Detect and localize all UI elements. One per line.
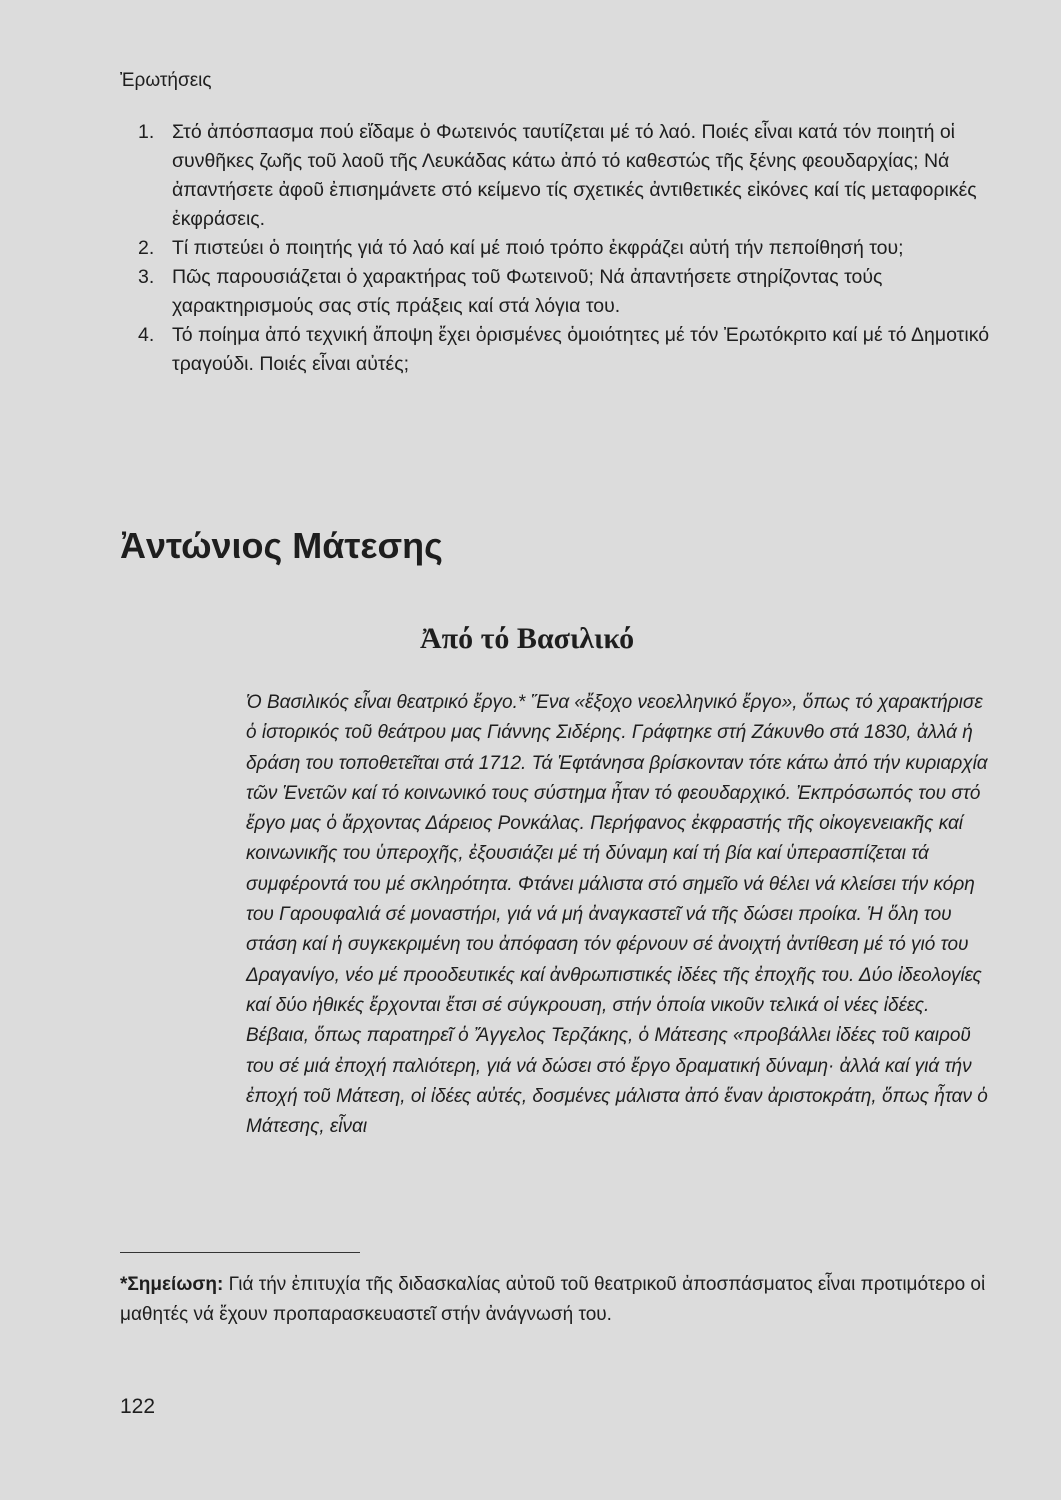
- footnote: [120, 1270, 1000, 1330]
- footnote-text: Γιά τήν ἐπιτυχία τῆς διδασκαλίας αὐτοῦ τοῦ θεατρικοῦ ἀποσπάσματος εἶναι προτιμότερο οἱ μαθητές νά ἔχουν προπαρασκευαστεῖ στήν ἀνάγνωσή του.: [120, 1274, 986, 1325]
- question-item: [138, 118, 1008, 234]
- section-label-questions: Ἐρωτήσεις: [120, 70, 212, 91]
- question-number: 4.: [138, 324, 155, 346]
- question-item: [138, 263, 1008, 321]
- question-text: Στό ἀπόσπασμα πού εἴδαμε ὁ Φωτεινός ταυτίζεται μέ τό λαό. Ποιές εἶναι κατά τόν ποιητή οἱ συνθῆκες ζωῆς τοῦ λαοῦ τῆς Λευκάδας κάτω ἀπό τό καθεστώς τῆς ξένης φεουδαρχίας; Νά ἀπαντήσετε ἀφοῦ ἐπισημάνετε στό κείμενο τίς σχετικές ἀντιθετικές εἰκόνες καί τίς μεταφορικές ἐκφράσεις.: [172, 121, 977, 230]
- footnote-label: *Σημείωση:: [120, 1274, 224, 1295]
- question-number: 1.: [138, 121, 155, 143]
- intro-paragraph: Ὁ Βασιλικός εἶναι θεατρικό ἔργο.* Ἕνα «ἔξοχο νεοελληνικό ἔργο», ὅπως τό χαρακτήρισε ὁ ἱστορικός τοῦ θεάτρου μας Γιάννης Σιδέρης. Γράφτηκε στή Ζάκυνθο στά 1830, ἀλλά ἡ δράση του τοποθετεῖται στά 1712. Τά Ἑφτάνησα βρίσκονταν τότε κάτω ἀπό τήν κυριαρχία τῶν Ἑνετῶν καί τό κοινωνικό τους σύστημα ἦταν τό φεουδαρχικό. Ἐκπρόσωπός του στό ἔργο μας ὁ ἄρχοντας Δάρειος Ρονκάλας. Περήφανος ἐκφραστής τῆς οἰκογενειακῆς καί κοινωνικῆς του ὑπεροχῆς, ἐξουσιάζει μέ τή δύναμη καί τή βία καί ὑπερασπίζεται τά συμφέροντά του μέ σκληρότητα. Φτάνει μάλιστα στό σημεῖο νά θέλει νά κλείσει τήν κόρη του Γαρουφαλιά σέ μοναστήρι, γιά νά μή ἀναγκαστεῖ νά τῆς δώσει προίκα. Ἡ ὅλη του στάση καί ἡ συγκεκριμένη του ἀπόφαση τόν φέρνουν σέ ἀνοιχτή ἀντίθεση μέ τό γιό του Δραγανίγο, νέο μέ προοδευτικές καί ἀνθρωπιστικές ἰδέες τῆς ἐποχῆς του. Δύο ἰδεολογίες καί δύο ἠθικές ἔρχονται ἔτσι σέ σύγκρουση, στήν ὁποία νικοῦν τελικά οἱ νέες ἰδέες. Βέβαια, ὅπως παρατηρεῖ ὁ Ἄγγελος Τερζάκης, ὁ Μάτεσης «προβάλλει ἰδέες τοῦ καιροῦ του σέ μιά ἐποχή παλιότερη, γιά νά δώσει στό ἔργο δραματική δύναμη· ἀλλά καί γιά τήν ἐποχή τοῦ Μάτεση, οἱ ἰδέες αὐτές, δοσμένες μάλιστα ἀπό ἕναν ἀριστοκράτη, ὅπως ἦταν ὁ Μάτεσης, εἶναι: [246, 692, 988, 1138]
- page-number: 122: [120, 1395, 156, 1418]
- question-number: 3.: [138, 266, 155, 288]
- question-text: Τί πιστεύει ὁ ποιητής γιά τό λαό καί μέ ποιό τρόπο ἐκφράζει αὐτή τήν πεποίθησή του;: [172, 237, 904, 259]
- work-title: Ἀπό τό Βασιλικό: [420, 622, 635, 655]
- author-heading: Ἀντώνιος Μάτεσης: [120, 525, 443, 566]
- question-number: 2.: [138, 237, 155, 259]
- footnote-divider: [120, 1252, 360, 1253]
- question-item: [138, 234, 1008, 263]
- question-item: [138, 321, 1008, 379]
- question-text: Πῶς παρουσιάζεται ὁ χαρακτήρας τοῦ Φωτεινοῦ; Νά ἀπαντήσετε στηρίζοντας τούς χαρακτηρισμούς σας στίς πράξεις καί στά λόγια του.: [172, 266, 883, 317]
- questions-list: [138, 118, 1008, 379]
- question-text: Τό ποίημα ἀπό τεχνική ἄποψη ἔχει ὁρισμένες ὁμοιότητες μέ τόν Ἐρωτόκριτο καί μέ τό Δημοτικό τραγούδι. Ποιές εἶναι αὐτές;: [172, 324, 990, 375]
